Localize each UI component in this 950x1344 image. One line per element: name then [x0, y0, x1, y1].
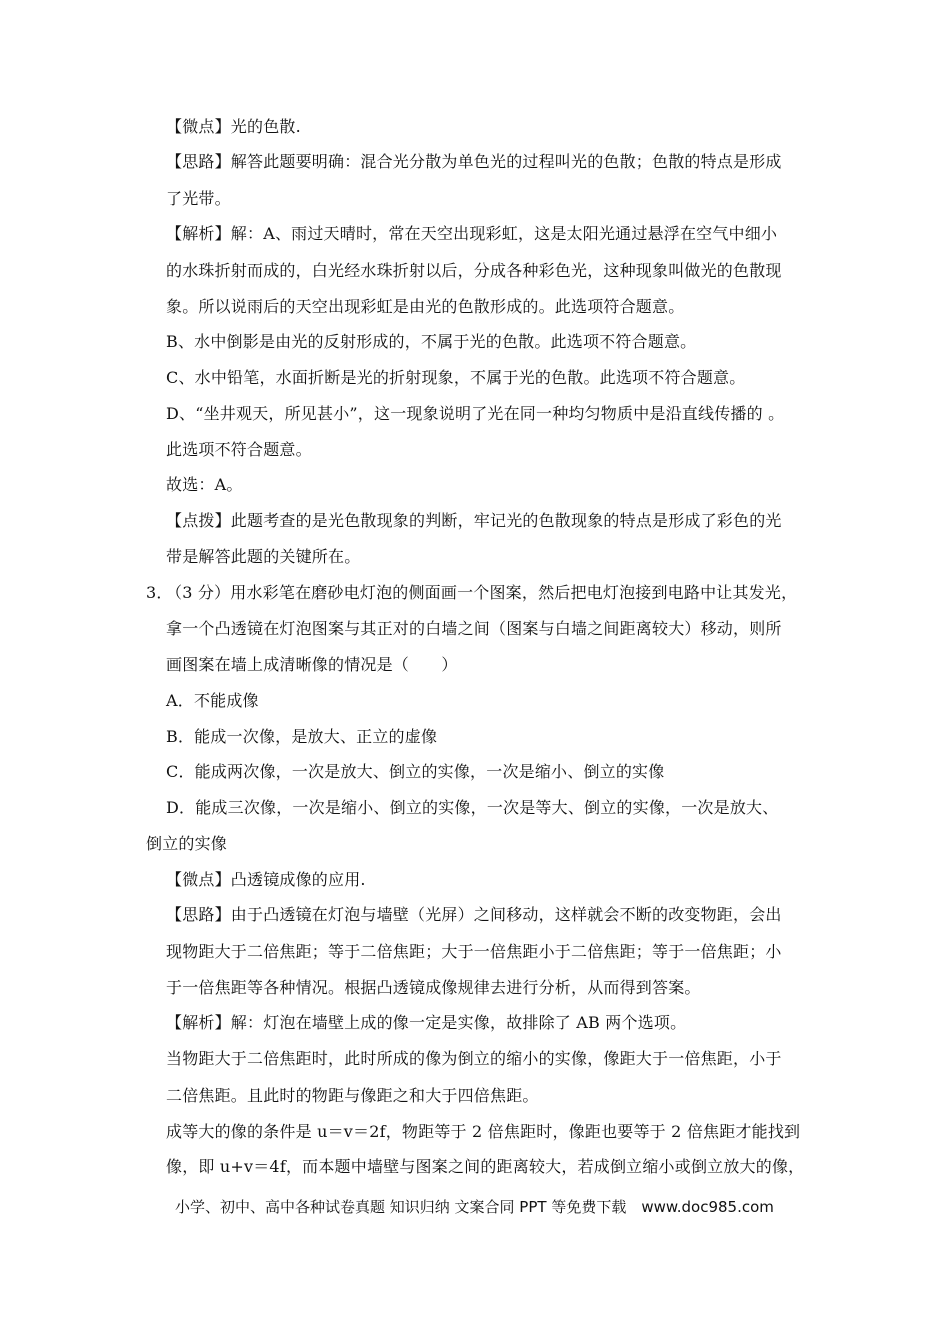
q2-idea-line-1: 【思路】解答此题要明确：混合光分散为单色光的过程叫光的色散；色散的特点是形成: [166, 152, 782, 171]
q3-stem-line-2: 拿一个凸透镜在灯泡图案与其正对的白墙之间（图案与白墙之间距离较大）移动，则所: [166, 619, 782, 638]
q3-option-b: B．能成一次像，是放大、正立的虚像: [166, 727, 438, 746]
q3-option-d-line-1: D．能成三次像，一次是缩小、倒立的实像，一次是等大、倒立的实像，一次是放大、: [166, 798, 779, 817]
q2-idea-line-2: 了光带。: [166, 189, 231, 208]
q3-analysis-line-3: 二倍焦距。且此时的物距与像距之和大于四倍焦距。: [166, 1086, 539, 1105]
q2-analysis-line-1: 【解析】解：A、雨过天晴时，常在天空出现彩虹，这是太阳光通过悬浮在空气中细小: [166, 224, 778, 243]
q3-number: 3．: [146, 583, 173, 602]
q3-analysis-line-1: 【解析】解：灯泡在墙壁上成的像一定是实像，故排除了 AB 两个选项。: [166, 1013, 687, 1032]
q3-stem-line-3: 画图案在墙上成清晰像的情况是（ ）: [166, 655, 458, 674]
q2-tip-line-1: 【点拨】此题考查的是光色散现象的判断，牢记光的色散现象的特点是形成了彩色的光: [166, 511, 782, 530]
page-footer: 小学、初中、高中各种试卷真题 知识归纳 文案合同 PPT 等免费下载 www.doc985.com: [175, 1198, 774, 1216]
q3-analysis-line-2: 当物距大于二倍焦距时，此时所成的像为倒立的缩小的实像，像距大于一倍焦距，小于: [166, 1049, 782, 1068]
q3-analysis-line-4: 成等大的像的条件是 u＝v＝2f，物距等于 2 倍焦距时，像距也要等于 2 倍焦距才能找到: [166, 1122, 801, 1141]
q2-analysis-line-6: D、“坐井观天，所见甚小”，这一现象说明了光在同一种均匀物质中是沿直线传播的 。: [166, 404, 785, 423]
q2-tip-line-2: 带是解答此题的关键所在。: [166, 547, 361, 566]
q3-idea-line-2: 现物距大于二倍焦距；等于二倍焦距；大于一倍焦距小于二倍焦距；等于一倍焦距；小: [166, 942, 782, 961]
q2-point: 【微点】光的色散.: [166, 117, 301, 136]
q3-idea-line-1: 【思路】由于凸透镜在灯泡与墙壁（光屏）之间移动，这样就会不断的改变物距，会出: [166, 905, 782, 924]
q2-analysis-line-4: B、水中倒影是由光的反射形成的，不属于光的色散。此选项不符合题意。: [166, 332, 697, 351]
q3-idea-line-3: 于一倍焦距等各种情况。根据凸透镜成像规律去进行分析，从而得到答案。: [166, 978, 701, 997]
q3-option-c: C．能成两次像，一次是放大、倒立的实像，一次是缩小、倒立的实像: [166, 762, 665, 781]
q2-analysis-line-7: 此选项不符合题意。: [166, 440, 312, 459]
q2-analysis-line-2: 的水珠折射而成的，白光经水珠折射以后，分成各种彩色光，这种现象叫做光的色散现: [166, 261, 782, 280]
q3-option-a: A．不能成像: [166, 691, 259, 710]
q2-answer-choice: 故选：A。: [166, 475, 243, 494]
q2-analysis-line-3: 象。所以说雨后的天空出现彩虹是由光的色散形成的。此选项符合题意。: [166, 297, 685, 316]
q3-stem-line-1: （3 分）用水彩笔在磨砂电灯泡的侧面画一个图案，然后把电灯泡接到电路中让其发光，: [166, 583, 798, 602]
q3-option-d-line-2: 倒立的实像: [146, 834, 228, 853]
q3-analysis-line-5: 像，即 u+v＝4f，而本题中墙壁与图案之间的距离较大，若成倒立缩小或倒立放大的像，: [166, 1157, 805, 1176]
q3-point: 【微点】凸透镜成像的应用.: [166, 870, 366, 889]
q2-analysis-line-5: C、水中铅笔，水面折断是光的折射现象，不属于光的色散。此选项不符合题意。: [166, 368, 746, 387]
